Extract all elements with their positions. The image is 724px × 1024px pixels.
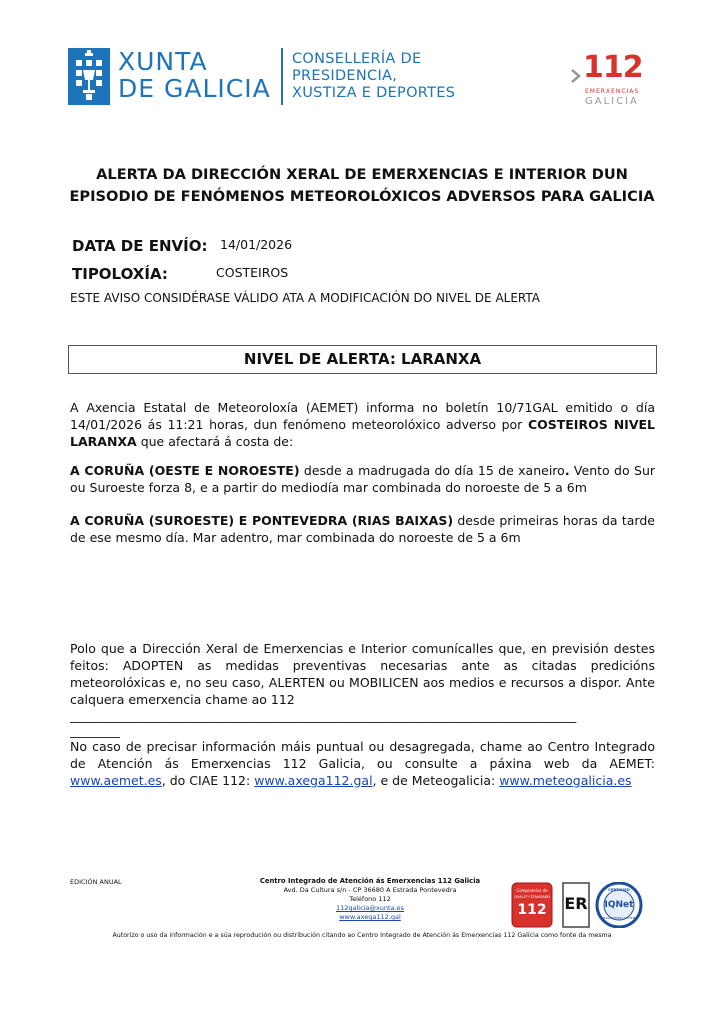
zone2-bold: A CORUÑA (SUROESTE) E PONTEVEDRA (RIAS BAIXAS) bbox=[70, 513, 454, 528]
dept-line1: CONSELLERÍA DE bbox=[292, 51, 422, 67]
separator-line: _________________________________________________________________________________ bbox=[70, 708, 577, 723]
intro-paragraph bbox=[70, 399, 655, 450]
department-name bbox=[292, 51, 455, 102]
center-name: Centro Integrado de Atención ás Emerxencias 112 Galicia bbox=[259, 877, 481, 885]
type-label: TIPOLOXÍA: bbox=[72, 265, 168, 283]
title-line1: ALERTA DA DIRECCIÓN XERAL DE EMERXENCIAS E INTERIOR DUN bbox=[96, 166, 628, 183]
logo112-number: 112 bbox=[583, 50, 643, 85]
org-line2: DE GALICIA bbox=[118, 74, 271, 103]
quality-standard-seal bbox=[511, 882, 553, 928]
zone1-rest: Vento do Sur ou Suroeste forza 8, e a partir do mediodía mar combinada do noroeste de 5 a 6m bbox=[70, 463, 656, 495]
zone1-dot: . bbox=[564, 463, 570, 478]
seal-top: Compromiso de bbox=[516, 888, 548, 893]
info-paragraph bbox=[70, 738, 655, 789]
seal3-bottom: MANAGEMENT SYSTEM bbox=[602, 916, 636, 920]
center-phone: Teléfono 112 bbox=[349, 895, 391, 903]
seal3-name: IQNet bbox=[604, 900, 634, 910]
zone2-paragraph bbox=[70, 512, 655, 546]
logo112-line1: EMERXENCIAS bbox=[585, 88, 640, 95]
center-email-link[interactable]: 112galicia@xunta.es bbox=[335, 904, 405, 912]
intro-bold: COSTEIROS NIVEL LARANXA bbox=[70, 417, 655, 449]
meteogalicia-link[interactable]: www.meteogalicia.es bbox=[499, 773, 632, 788]
axega-link[interactable]: www.axega112.gal bbox=[254, 773, 373, 788]
edition-label: EDICIÓN ANUAL bbox=[70, 878, 122, 886]
send-date-value: 14/01/2026 bbox=[220, 237, 293, 252]
org-line1: XUNTA bbox=[118, 47, 208, 76]
zone1-paragraph bbox=[70, 462, 655, 496]
alert-level-box: NIVEL DE ALERTA: LARANXA bbox=[68, 345, 657, 374]
dept-line3: XUSTIZA E DEPORTES bbox=[292, 85, 456, 101]
center-web-link[interactable]: www.axega112.gal bbox=[339, 913, 401, 921]
aenor-er-seal bbox=[562, 882, 590, 928]
seal-er: ER bbox=[564, 894, 588, 913]
info-text1: No caso de precisar información máis puntual ou desagregada, chame ao Centro Integrado de Atención ás Emerxencias 112 Galicia, ou consulte a páxina web da AEMET: bbox=[70, 739, 655, 771]
zone1-text: desde a madrugada do día 15 de xaneiro bbox=[299, 463, 565, 478]
seal-number: 112 bbox=[517, 902, 547, 918]
intro-end: que afectará á costa de: bbox=[136, 434, 294, 449]
document-title bbox=[40, 164, 684, 208]
intro-text: A Axencia Estatal de Meteoroloxía (AEMET) informa no boletín 10/71GAL emitido o día 14/01/2026 ás 11:21 horas, dun fenómeno meteorolóxico adverso por bbox=[70, 400, 655, 432]
info-text3: , e de Meteogalicia: bbox=[372, 773, 500, 788]
center-address: Avd. Da Cultura s/n - CP 36680 A Estrada Pontevedra bbox=[283, 886, 457, 894]
logo112-line2: GALICIA bbox=[585, 96, 639, 107]
zone1-bold: A CORUÑA (OESTE E NOROESTE) bbox=[70, 463, 300, 478]
info-text2: , do CIAE 112: bbox=[161, 773, 255, 788]
validity-notice: ESTE AVISO CONSIDÉRASE VÁLIDO ATA A MODIFICACIÓN DO NIVEL DE ALERTA bbox=[70, 291, 540, 305]
title-line2: EPISODIO DE FENÓMENOS METEOROLÓXICOS ADVERSOS PARA GALICIA bbox=[69, 188, 655, 205]
zone2-text: desde primeiras horas da tarde de ese mesmo día. Mar adentro, mar combinada do noroeste de 5 a 6m bbox=[70, 513, 655, 545]
header-divider bbox=[281, 48, 283, 105]
usage-notice: Autorizo o uso da información e a súa reprodución ou distribución citando ao Centro Integrado de Atención ás Emerxencias 112 Galicia como fonte da mesma bbox=[112, 932, 612, 939]
iqnet-seal bbox=[595, 882, 643, 928]
separator-line-tail: ________ bbox=[70, 723, 120, 738]
aemet-link[interactable]: www.aemet.es bbox=[70, 773, 162, 788]
seal3-top: CERTIFIED bbox=[608, 887, 630, 892]
xunta-shield-logo bbox=[68, 48, 110, 105]
dept-line2: PRESIDENCIA, bbox=[292, 68, 398, 84]
seal-mid: QUALITY STANDARD bbox=[513, 895, 551, 899]
closing-paragraph: Polo que a Dirección Xeral de Emerxencias e Interior comunícalles que, en previsión destes feitos: ADOPTEN as medidas preventivas necesarias ante as citadas predicións meteorolóxicas e, no seu caso, ALERTEN ou MOBILICEN aos medios e recursos a dispor. Ante calquera emerxencia chame ao 112 bbox=[70, 641, 655, 707]
xunta-wordmark bbox=[118, 48, 271, 102]
type-value: COSTEIROS bbox=[216, 265, 289, 280]
center-contact bbox=[250, 877, 490, 922]
emergencias-112-logo bbox=[570, 50, 650, 110]
send-date-label: DATA DE ENVÍO: bbox=[72, 237, 208, 255]
